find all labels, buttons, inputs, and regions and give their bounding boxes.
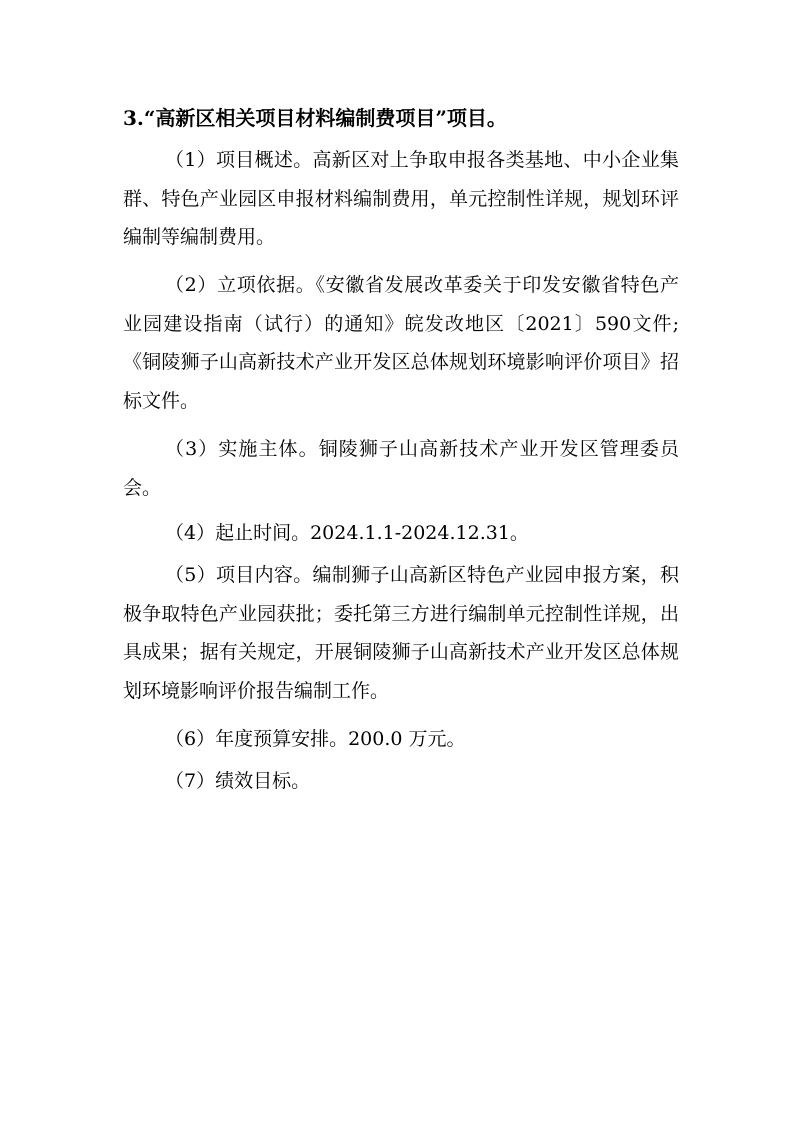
paragraph-implementing-body: （3）实施主体。铜陵狮子山高新技术产业开发区管理委员会。 (123, 438, 679, 499)
paragraph-time-period: （4）起止时间。2024.1.1-2024.12.31。 (165, 522, 529, 544)
paragraph-performance-goals: （7）绩效目标。 (165, 770, 311, 792)
paragraph-project-overview: （1）项目概述。高新区对上争取申报各类基地、中小企业集群、特色产业园区申报材料编制费用，单元控制性详规，规划环评编制等编制费用。 (123, 149, 679, 249)
paragraph-project-basis: （2）立项依据。《安徽省发展改革委关于印发安徽省特色产业园建设指南（试行）的通知》皖发改地区〔2021〕590文件;《铜陵狮子山高新技术产业开发区总体规划环境影响评价项目》招标文件。 (123, 274, 679, 412)
paragraph-project-content: （5）项目内容。编制狮子山高新区特色产业园申报方案，积极争取特色产业园获批；委托第三方进行编制单元控制性详规，出具成果；据有关规定，开展铜陵狮子山高新技术产业开发区总体规划环境影响评价报告编制工作。 (123, 564, 679, 702)
paragraph-annual-budget: （6）年度预算安排。200.0 万元。 (165, 728, 466, 750)
section-heading: 3.“高新区相关项目材料编制费项目”项目。 (123, 106, 507, 130)
